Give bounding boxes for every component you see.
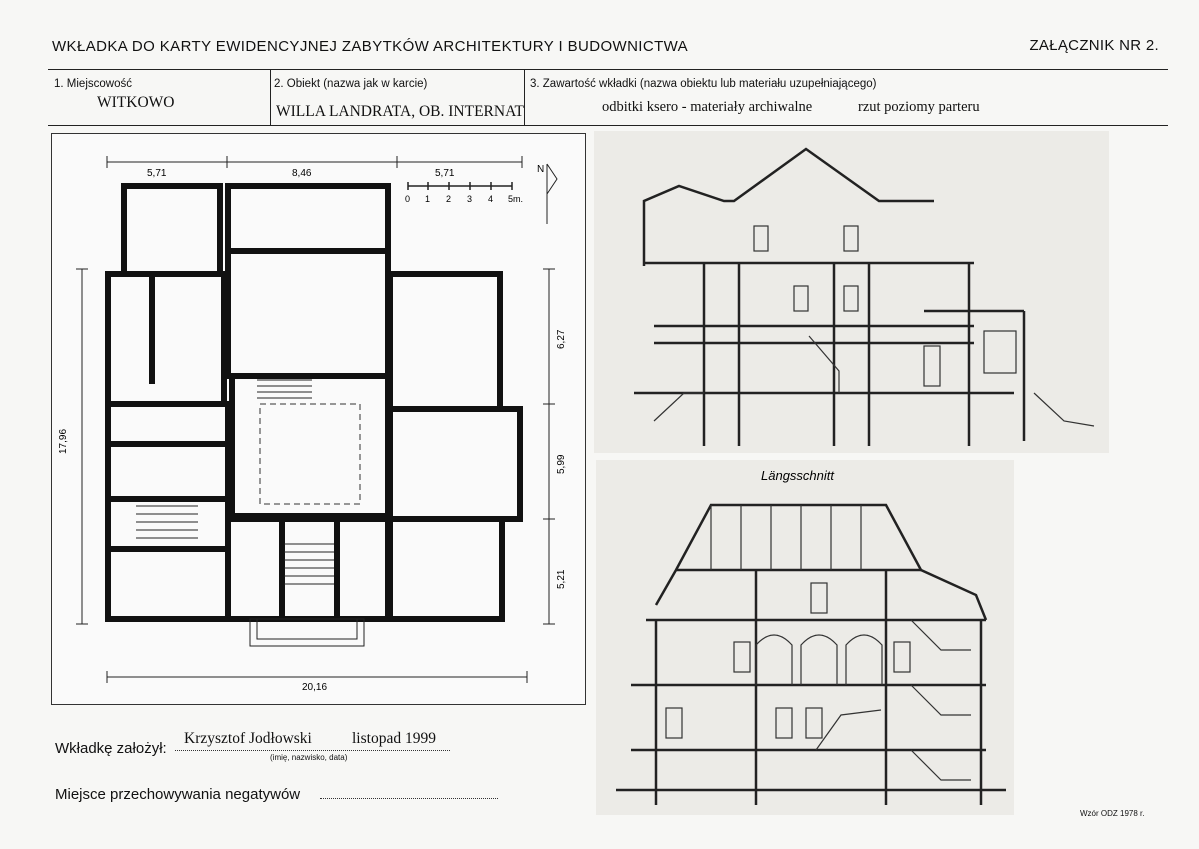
founder-line	[175, 750, 450, 751]
dim-top-3: 5,71	[435, 168, 455, 179]
plan-dimension-top	[107, 156, 522, 168]
content-value-plan: rzut poziomy parteru	[858, 99, 980, 115]
scale-4: 4	[488, 194, 494, 204]
floor-plan-drawing	[52, 134, 585, 704]
founder-date: listopad 1999	[352, 730, 436, 747]
founder-label: Wkładkę założył:	[55, 740, 167, 757]
scale-5: 5m.	[508, 194, 524, 204]
floor-plan-frame	[51, 133, 586, 705]
scale-1: 1	[425, 194, 431, 204]
cross-section-1-lines	[594, 131, 1109, 453]
dim-bottom: 20,16	[302, 682, 328, 693]
dim-top-1: 5,71	[147, 168, 167, 179]
section-caption: Längsschnitt	[761, 468, 834, 483]
storage-label: Miejsce przechowywania negatywów	[55, 786, 301, 803]
founder-name: Krzysztof Jodłowski	[184, 730, 312, 747]
annex-number: ZAŁĄCZNIK NR 2.	[1029, 37, 1159, 54]
founder-hint: (imię, nazwisko, data)	[270, 753, 348, 762]
header-rule-top	[48, 69, 1168, 70]
plan-hall-dashed	[260, 404, 360, 504]
storage-line	[320, 798, 498, 799]
field-divider-2	[524, 69, 525, 125]
object-value: WILLA LANDRATA, OB. INTERNAT	[276, 103, 525, 120]
form-code: Wzór ODZ 1978 r.	[1080, 809, 1145, 818]
dim-top-2: 8,46	[292, 168, 312, 179]
locality-label: 1. Miejscowość	[54, 78, 132, 90]
content-value-materials: odbitki ksero - materiały archiwalne	[602, 99, 813, 115]
dim-left: 17,96	[58, 428, 69, 454]
cross-section-drawing-1	[594, 131, 1109, 453]
dim-right-1: 6,27	[556, 329, 567, 349]
scale-bar	[408, 182, 512, 190]
scale-2: 2	[446, 194, 452, 204]
form-title: WKŁADKA DO KARTY EWIDENCYJNEJ ZABYTKÓW ARCHITEKTURY I BUDOWNICTWA	[52, 38, 689, 55]
plan-walls	[108, 186, 520, 619]
field-divider-1	[270, 69, 271, 125]
header-rule-bottom	[48, 125, 1168, 126]
dim-right-3: 5,21	[556, 569, 567, 589]
north-label: N	[537, 164, 545, 175]
scale-3: 3	[467, 194, 473, 204]
content-label: 3. Zawartość wkładki (nazwa obiektu lub materiału uzupełniającego)	[530, 78, 877, 90]
longitudinal-section-drawing	[596, 460, 1014, 815]
dim-right-2: 5,99	[556, 454, 567, 474]
scale-0: 0	[405, 194, 411, 204]
plan-dimension-right	[543, 269, 555, 624]
locality-value: WITKOWO	[97, 94, 175, 111]
plan-dimension-left	[76, 269, 88, 624]
longitudinal-section-lines	[596, 460, 1014, 815]
object-label: 2. Obiekt (nazwa jak w karcie)	[274, 78, 428, 90]
north-arrow-icon	[547, 164, 557, 224]
plan-entrance-steps	[250, 619, 364, 646]
